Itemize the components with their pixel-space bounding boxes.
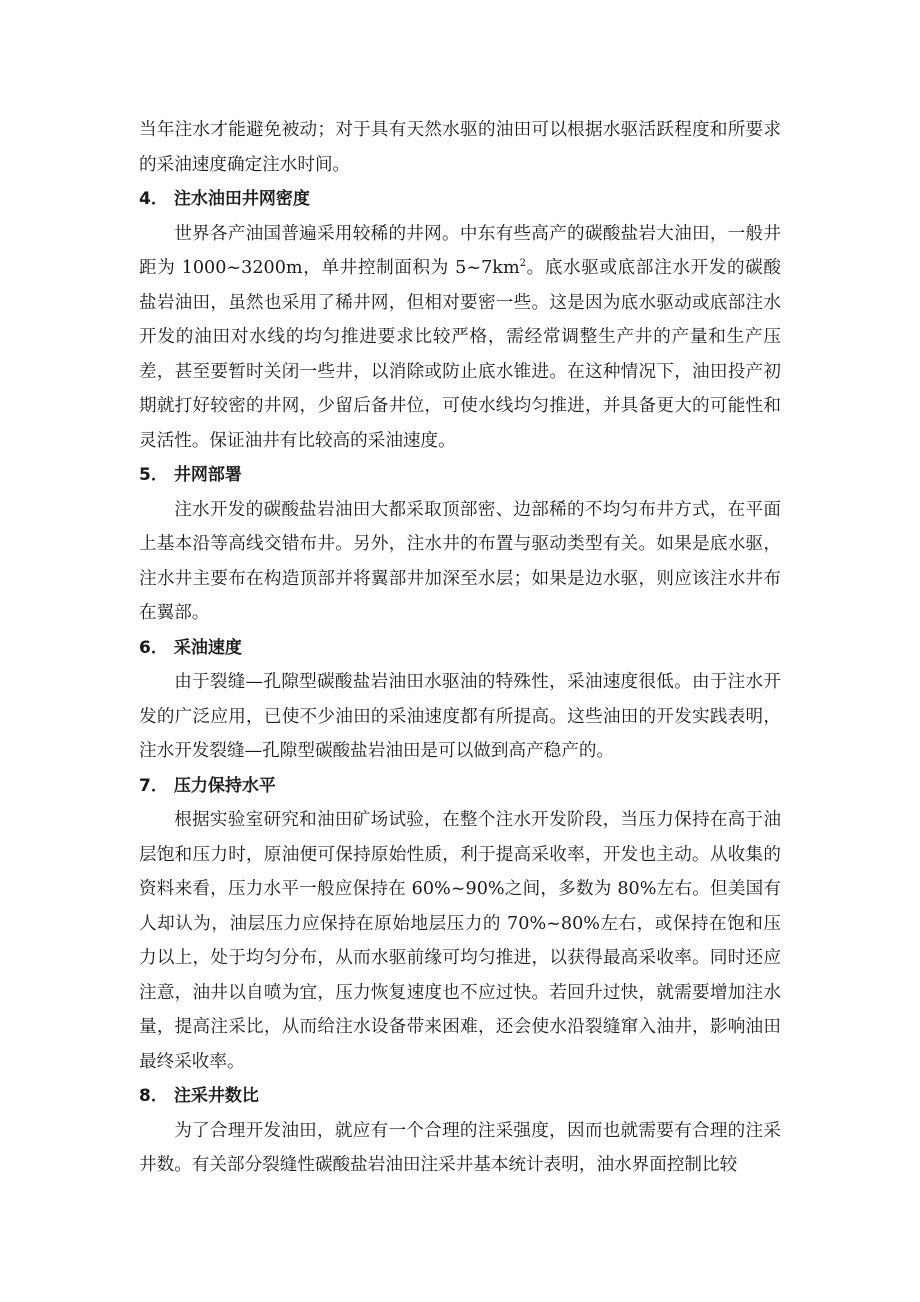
section-heading-7 [139, 769, 781, 804]
section-title: 压力保持水平 [173, 775, 276, 796]
superscript: 2 [519, 258, 526, 270]
section-number: 6． [139, 637, 168, 658]
section-number: 8． [139, 1086, 168, 1106]
section-number: 5． [139, 465, 168, 485]
section-heading-8 [139, 1079, 781, 1114]
section-heading-4 [139, 182, 781, 217]
section-heading-6 [139, 631, 781, 666]
section-title: 注水油田井网密度 [173, 189, 310, 209]
section-paragraph-7: 根据实验室研究和油田矿场试验，在整个注水开发阶段，当压力保持在高于油层饱和压力时，原油便可保持原始性质，利于提高采收率，开发也主动。从收集的资料来看，压力水平一般应保持在 60%~90%之间，多数为 80%左右。但美国有人却认为，油层压力应保持在原始地层压力的 70%~80%左右，或保持在饱和压力以上，处于均匀分布，从而水驱前缘可均匀推进，以获得最高采收率。同时还应注意，油井以自喷为宜，压力恢复速度也不应过快。若回升过快，就需要增加注水量，提高注采比，从而给注水设备带来困难，还会使水沿裂缝窜入油井，影响油田最终采收率。 [139, 810, 781, 1072]
paragraph-text: 。底水驱或底部注水开发的碳酸盐岩油田，虽然也采用了稀井网，但相对要密一些。这是因为底水驱动或底部注水开发的油田对水线的均匀推进要求比较严格，需经常调整生产井的产量和生产压差，甚至要暂时关闭一些井，以消除或防止底水锥进。在这种情况下，油田投产初期就打好较密的井网，少留后备井位，可使水线均匀推进，并具备更大的可能性和灵活性。保证油井有比较高的采油速度。 [139, 258, 781, 451]
section-number: 4． [139, 189, 168, 209]
section-title: 注采井数比 [173, 1086, 259, 1106]
section-title: 井网部署 [173, 465, 242, 485]
paragraph-text: 世界各产油国普遍采用较稀的井网。中东有些高产的碳酸盐岩大油田，一般井距为 1000~3200m，单井控制面积为 5~7km [139, 223, 781, 278]
document-body [139, 113, 781, 1183]
section-number: 7． [139, 775, 168, 796]
section-heading-5 [139, 458, 781, 493]
section-paragraph-5: 注水开发的碳酸盐岩油田大都采取顶部密、边部稀的不均匀布井方式，在平面上基本沿等高线交错布井。另外，注水井的布置与驱动类型有关。如果是底水驱，注水井主要布在构造顶部并将翼部井加深至水层；如果是边水驱，则应该注水井布在翼部。 [139, 499, 781, 623]
intro-paragraph: 当年注水才能避免被动；对于具有天然水驱的油田可以根据水驱活跃程度和所要求的采油速度确定注水时间。 [139, 120, 781, 175]
section-title: 采油速度 [173, 637, 242, 658]
section-paragraph-8: 为了合理开发油田，就应有一个合理的注采强度，因而也就需要有合理的注采井数。有关部分裂缝性碳酸盐岩油田注采井基本统计表明，油水界面控制比较 [139, 1120, 781, 1175]
section-paragraph-4 [139, 217, 781, 459]
section-paragraph-6: 由于裂缝—孔隙型碳酸盐岩油田水驱油的特殊性，采油速度很低。由于注水开发的广泛应用，已使不少油田的采油速度都有所提高。这些油田的开发实践表明，注水开发裂缝—孔隙型碳酸盐岩油田是可以做到高产稳产的。 [139, 672, 781, 761]
